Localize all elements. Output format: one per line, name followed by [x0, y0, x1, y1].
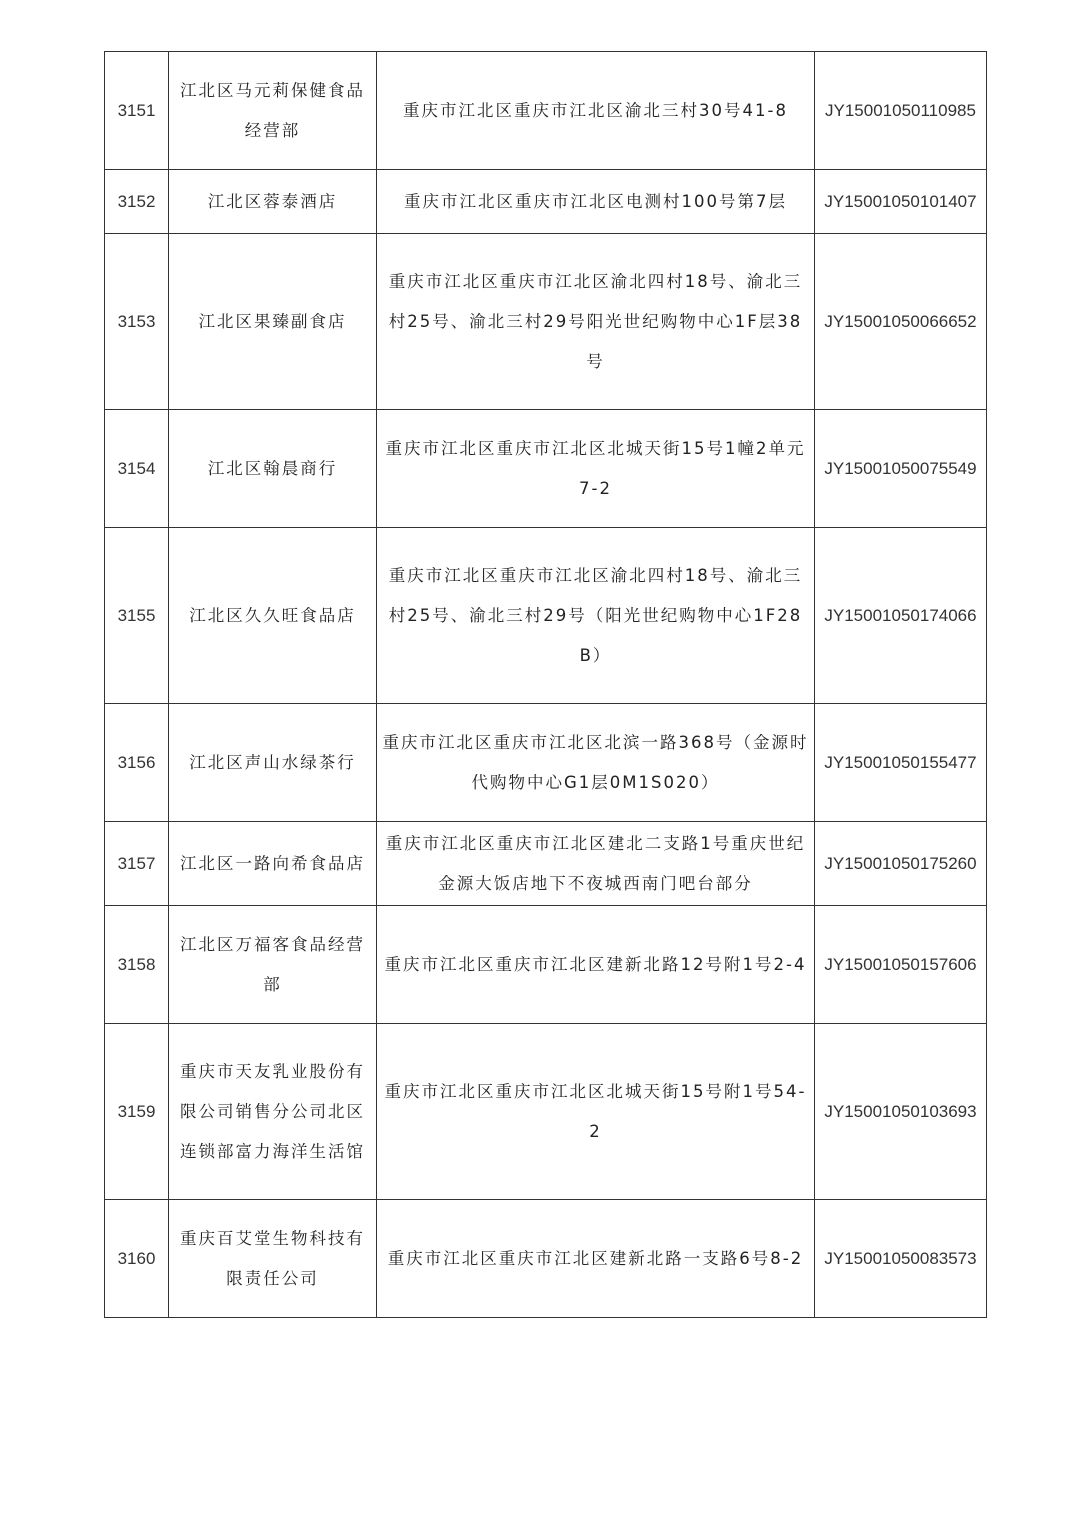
license-number: JY15001050103693 [815, 1024, 987, 1200]
license-number: JY15001050174066 [815, 528, 987, 704]
row-number: 3155 [105, 528, 169, 704]
row-number: 3158 [105, 906, 169, 1024]
row-number: 3156 [105, 704, 169, 822]
row-number: 3157 [105, 822, 169, 906]
row-number: 3153 [105, 234, 169, 410]
row-number: 3159 [105, 1024, 169, 1200]
table-row [105, 906, 987, 1024]
business-name: 江北区久久旺食品店 [169, 528, 377, 704]
license-number: JY15001050066652 [815, 234, 987, 410]
business-address: 重庆市江北区重庆市江北区电测村100号第7层 [377, 170, 815, 234]
table-row [105, 528, 987, 704]
table-row [105, 1200, 987, 1318]
registry-table [104, 51, 987, 1318]
business-address: 重庆市江北区重庆市江北区北城天街15号1幢2单元7-2 [377, 410, 815, 528]
license-number: JY15001050075549 [815, 410, 987, 528]
license-number: JY15001050175260 [815, 822, 987, 906]
business-name: 重庆市天友乳业股份有限公司销售分公司北区连锁部富力海洋生活馆 [169, 1024, 377, 1200]
row-number: 3160 [105, 1200, 169, 1318]
business-address: 重庆市江北区重庆市江北区渝北四村18号、渝北三村25号、渝北三村29号（阳光世纪购物中心1F28B） [377, 528, 815, 704]
business-address: 重庆市江北区重庆市江北区建北二支路1号重庆世纪金源大饭店地下不夜城西南门吧台部分 [377, 822, 815, 906]
business-name: 江北区声山水绿茶行 [169, 704, 377, 822]
business-address: 重庆市江北区重庆市江北区建新北路12号附1号2-4 [377, 906, 815, 1024]
business-address: 重庆市江北区重庆市江北区北城天街15号附1号54-2 [377, 1024, 815, 1200]
business-name: 江北区一路向希食品店 [169, 822, 377, 906]
business-name: 江北区万福客食品经营部 [169, 906, 377, 1024]
business-name: 重庆百艾堂生物科技有限责任公司 [169, 1200, 377, 1318]
license-number: JY15001050155477 [815, 704, 987, 822]
business-address: 重庆市江北区重庆市江北区北滨一路368号（金源时代购物中心G1层0M1S020） [377, 704, 815, 822]
row-number: 3154 [105, 410, 169, 528]
business-address: 重庆市江北区重庆市江北区渝北四村18号、渝北三村25号、渝北三村29号阳光世纪购物中心1F层38号 [377, 234, 815, 410]
table-row [105, 410, 987, 528]
business-address: 重庆市江北区重庆市江北区建新北路一支路6号8-2 [377, 1200, 815, 1318]
row-number: 3151 [105, 52, 169, 170]
license-number: JY15001050083573 [815, 1200, 987, 1318]
business-name: 江北区蓉泰酒店 [169, 170, 377, 234]
business-name: 江北区翰晨商行 [169, 410, 377, 528]
license-number: JY15001050157606 [815, 906, 987, 1024]
license-number: JY15001050110985 [815, 52, 987, 170]
business-name: 江北区马元莉保健食品经营部 [169, 52, 377, 170]
table-row [105, 704, 987, 822]
table-row [105, 234, 987, 410]
business-address: 重庆市江北区重庆市江北区渝北三村30号41-8 [377, 52, 815, 170]
row-number: 3152 [105, 170, 169, 234]
table-row [105, 52, 987, 170]
table-row [105, 822, 987, 906]
table-row [105, 170, 987, 234]
license-number: JY15001050101407 [815, 170, 987, 234]
business-name: 江北区果臻副食店 [169, 234, 377, 410]
table-row [105, 1024, 987, 1200]
